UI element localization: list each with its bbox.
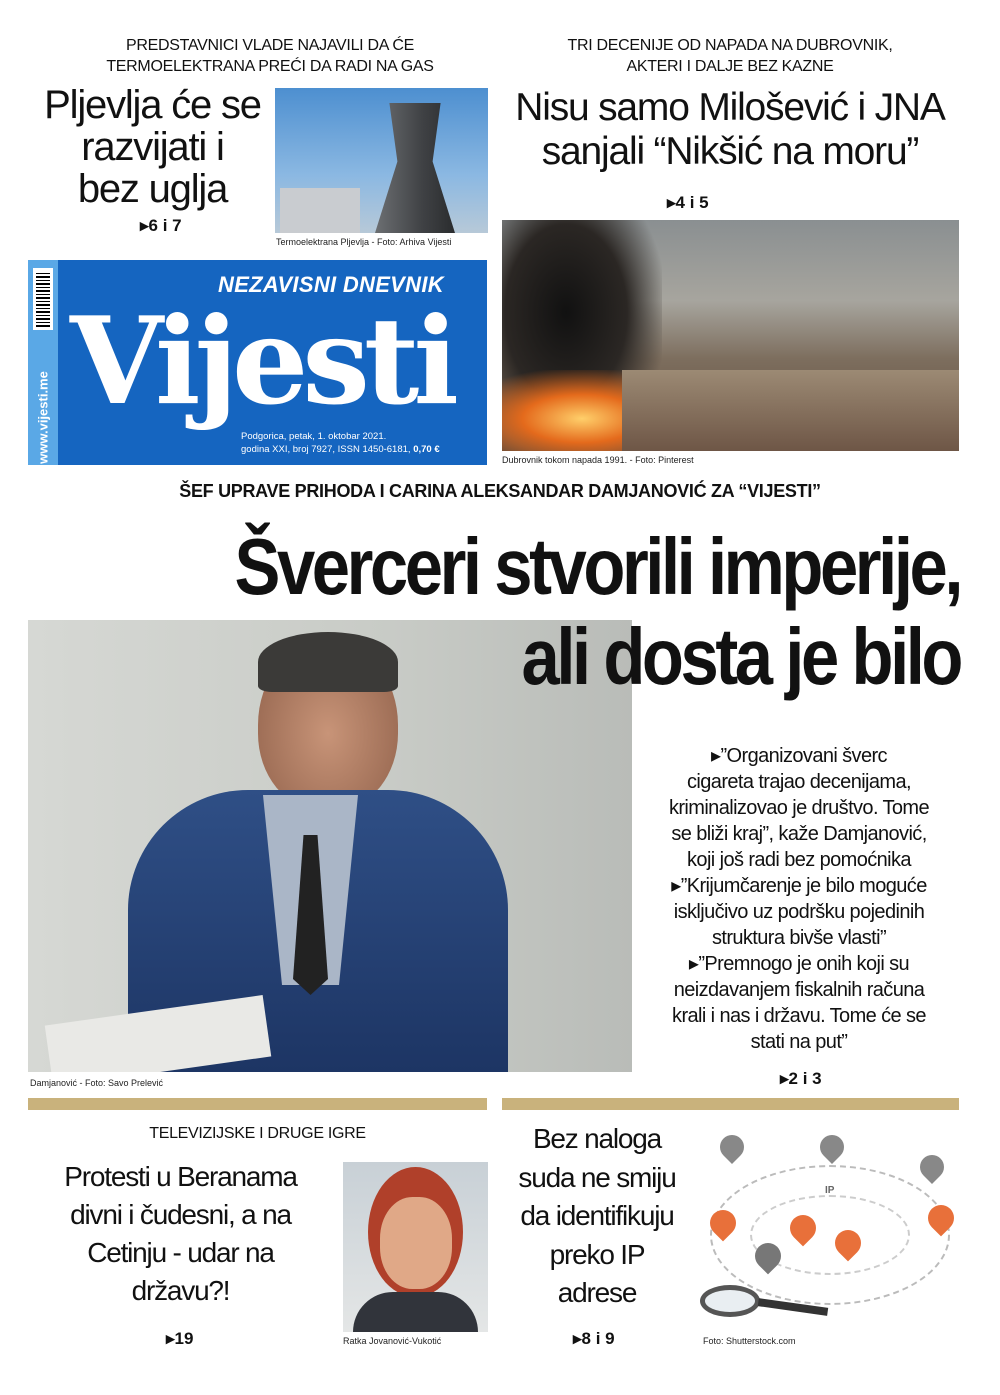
main-headline[interactable] (169, 522, 960, 702)
masthead (28, 260, 487, 465)
top-left-kicker (60, 35, 480, 77)
ip-network-illustration (700, 1125, 960, 1330)
kicker-line: AKTERI I DALJE BEZ KAZNE (626, 58, 834, 75)
headline-line: preko IP (549, 1238, 645, 1270)
masthead-side-strip (28, 260, 58, 465)
top-left-headline[interactable] (30, 84, 275, 210)
magnifier-icon (700, 1285, 760, 1317)
bottom-left-page-ref (166, 1329, 193, 1349)
page-ref-text: 4 i 5 (675, 193, 709, 212)
bottom-left-headline[interactable] (28, 1158, 333, 1310)
ip-label: IP (825, 1185, 835, 1196)
top-right-page-ref (667, 193, 709, 213)
page-ref-text: 19 (174, 1329, 194, 1348)
photo-caption: Ratka Jovanović-Vukotić (343, 1336, 442, 1346)
arrow-icon: ▸ (688, 953, 699, 975)
bullet-line: koji još radi bez pomoćnika (687, 849, 911, 871)
bullet-line: isključivo uz podršku pojedinih (673, 901, 925, 923)
power-plant-photo (275, 88, 488, 233)
headline-line: sanjali “Nikšić na moru” (541, 130, 919, 173)
bullet-2 (640, 873, 958, 951)
main-kicker: ŠEF UPRAVE PRIHODA I CARINA ALEKSANDAR DAMJANOVIĆ ZA “VIJESTI” (179, 481, 821, 501)
headline-line: adrese (557, 1277, 637, 1308)
masthead-tagline: NEZAVISNI DNEVNIK (218, 272, 444, 297)
headline-line: Pljevlja će se (44, 83, 261, 127)
price: 0,70 € (413, 444, 440, 455)
arrow-icon: ▸ (140, 216, 149, 235)
barcode-icon (33, 268, 53, 330)
bullet-line: ”Premnogo je onih koji su (698, 953, 910, 975)
headline-line: suda ne smiju (518, 1161, 676, 1193)
arrow-icon: ▸ (671, 875, 681, 897)
photo-caption: Termoelektrana Pljevlja - Foto: Arhiva Vijesti (276, 237, 452, 247)
kicker-line: TRI DECENIJE OD NAPADA NA DUBROVNIK, (567, 37, 893, 54)
bullet-line: stati na put” (750, 1031, 848, 1053)
photo-caption: Foto: Shutterstock.com (703, 1336, 796, 1346)
section-divider (502, 1098, 959, 1110)
website-link[interactable]: www.vijesti.me (35, 371, 51, 464)
issue-info: godina XXI, broj 7927, ISSN 1450-6181, (241, 444, 411, 455)
old-town (622, 370, 959, 451)
arrow-icon: ▸ (166, 1329, 175, 1348)
masthead-logo: Vijesti (70, 291, 453, 432)
kicker-line: TERMOELEKTRANA PREĆI DA RADI NA GAS (106, 58, 434, 75)
headline-line: divni i čudesni, a na (70, 1199, 291, 1230)
section-divider (28, 1098, 487, 1110)
headline-line: Šverceri stvorili imperije, (234, 522, 961, 611)
top-right-kicker (500, 35, 960, 77)
bullet-line: krali i nas i državu. Tome će se (672, 1005, 926, 1027)
headline-line: Cetinju - udar na (87, 1237, 274, 1268)
page-ref-text: 6 i 7 (148, 216, 182, 235)
headline-line: Protesti u Beranama (64, 1161, 297, 1192)
bullet-line: se bliži kraj”, kaže Damjanović, (671, 823, 927, 845)
page-ref-text: 8 i 9 (581, 1329, 615, 1348)
bottom-right-page-ref (573, 1329, 615, 1349)
bullet-line: kriminalizovao je društvo. Tome (668, 797, 930, 819)
dubrovnik-photo (502, 220, 959, 451)
ip-pin-icon (815, 1130, 849, 1164)
page-ref-text: 2 i 3 (788, 1069, 822, 1088)
bottom-left-kicker: TELEVIZIJSKE I DRUGE IGRE (149, 1125, 366, 1142)
arrow-icon: ▸ (780, 1069, 789, 1088)
photo-caption: Damjanović - Foto: Savo Prelević (30, 1078, 164, 1088)
main-bullets (640, 743, 958, 1055)
clothes (353, 1292, 478, 1332)
bullet-3 (640, 951, 958, 1055)
bottom-right-headline[interactable] (497, 1120, 697, 1313)
top-right-headline[interactable] (500, 86, 960, 174)
kicker-line: PREDSTAVNICI VLADE NAJAVILI DA ĆE (126, 37, 414, 54)
bullet-line: ”Krijumčarenje je bilo moguće (680, 875, 927, 897)
bullet-line: cigareta trajao decenijama, (687, 771, 911, 793)
bullet-line: ”Organizovani šverc (720, 745, 887, 767)
masthead-dateline (241, 430, 440, 456)
cooling-tower (375, 103, 455, 233)
dateline: Podgorica, petak, 1. oktobar 2021. (241, 431, 387, 442)
building (280, 188, 360, 233)
photo-caption: Dubrovnik tokom napada 1991. - Foto: Pinterest (502, 455, 694, 465)
arrow-icon: ▸ (711, 745, 721, 767)
face (380, 1197, 452, 1289)
arrow-icon: ▸ (573, 1329, 582, 1348)
headline-line: državu?! (131, 1275, 230, 1306)
headline-line: bez uglja (77, 167, 228, 211)
bullet-line: struktura bivše vlasti” (711, 927, 887, 949)
ip-pin-icon (915, 1150, 949, 1184)
headline-line: razvijati i (81, 125, 224, 169)
top-left-page-ref (140, 216, 182, 236)
arrow-icon: ▸ (667, 193, 676, 212)
jovanovic-photo (343, 1162, 488, 1332)
headline-line: da identifikuju (520, 1200, 674, 1231)
headline-line: Nisu samo Milošević i JNA (515, 86, 945, 129)
ip-pin-icon (715, 1130, 749, 1164)
bullet-1 (640, 743, 958, 873)
bullet-line: neizdavanjem fiskalnih računa (673, 979, 925, 1001)
main-page-ref (780, 1069, 822, 1089)
headline-line: ali dosta je bilo (521, 612, 960, 701)
headline-line: Bez naloga (532, 1123, 662, 1154)
